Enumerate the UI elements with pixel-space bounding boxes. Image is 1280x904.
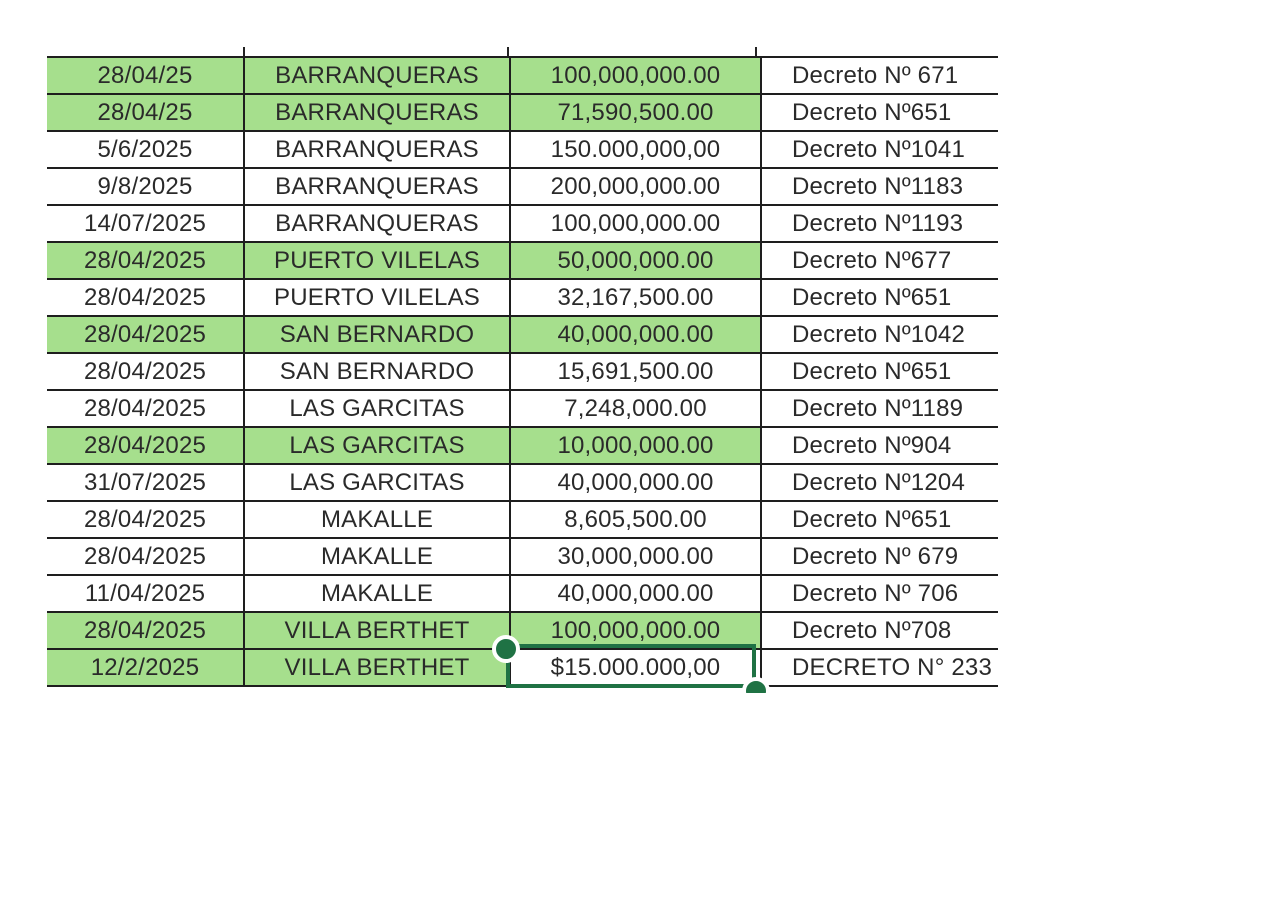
cell-municipality[interactable]: BARRANQUERAS	[244, 94, 510, 131]
cell-municipality[interactable]: BARRANQUERAS	[244, 168, 510, 205]
table-row	[47, 168, 998, 205]
cell-date[interactable]: 28/04/2025	[47, 538, 244, 575]
cell-amount[interactable]: 100,000,000.00	[510, 612, 761, 649]
cell-amount[interactable]: 100,000,000.00	[510, 205, 761, 242]
cell-date[interactable]: 14/07/2025	[47, 205, 244, 242]
table-row	[47, 575, 998, 612]
cell-decree[interactable]: Decreto Nº1042	[761, 316, 998, 353]
cell-decree[interactable]: Decreto Nº677	[761, 242, 998, 279]
cell-decree[interactable]: Decreto Nº1193	[761, 205, 998, 242]
cell-date[interactable]: 28/04/2025	[47, 501, 244, 538]
cell-municipality[interactable]: BARRANQUERAS	[244, 57, 510, 94]
cell-amount[interactable]: 8,605,500.00	[510, 501, 761, 538]
cell-amount[interactable]: 7,248,000.00	[510, 390, 761, 427]
table-row	[47, 501, 998, 538]
cell-amount[interactable]: 150.000,000,00	[510, 131, 761, 168]
cell-municipality[interactable]: MAKALLE	[244, 501, 510, 538]
cell-municipality[interactable]: LAS GARCITAS	[244, 427, 510, 464]
cell-date[interactable]: 28/04/2025	[47, 279, 244, 316]
cell-amount[interactable]: 15,691,500.00	[510, 353, 761, 390]
cell-amount[interactable]: 40,000,000.00	[510, 316, 761, 353]
cell-municipality[interactable]: SAN BERNARDO	[244, 316, 510, 353]
selection-handle-top-left[interactable]	[492, 635, 520, 663]
cell-decree[interactable]: Decreto Nº 671	[761, 57, 998, 94]
table-row	[47, 316, 998, 353]
cell-amount[interactable]: 32,167,500.00	[510, 279, 761, 316]
cell-decree[interactable]: Decreto Nº904	[761, 427, 998, 464]
cell-municipality[interactable]: VILLA BERTHET	[244, 612, 510, 649]
cell-municipality[interactable]: LAS GARCITAS	[244, 464, 510, 501]
cell-municipality[interactable]: BARRANQUERAS	[244, 131, 510, 168]
cell-decree[interactable]: Decreto Nº651	[761, 501, 998, 538]
cell-municipality[interactable]: MAKALLE	[244, 575, 510, 612]
cell-date[interactable]: 28/04/2025	[47, 612, 244, 649]
cell-decree[interactable]: Decreto Nº1183	[761, 168, 998, 205]
cell-date[interactable]: 28/04/2025	[47, 390, 244, 427]
table-row	[47, 205, 998, 242]
cell-municipality[interactable]: BARRANQUERAS	[244, 205, 510, 242]
cell-date[interactable]: 9/8/2025	[47, 168, 244, 205]
cell-date[interactable]: 12/2/2025	[47, 649, 244, 686]
cell-date[interactable]: 11/04/2025	[47, 575, 244, 612]
table-row	[47, 390, 998, 427]
table-row	[47, 649, 998, 686]
cell-decree[interactable]: Decreto Nº1204	[761, 464, 998, 501]
cell-date[interactable]: 28/04/2025	[47, 316, 244, 353]
cell-decree[interactable]: Decreto Nº708	[761, 612, 998, 649]
cell-date[interactable]: 28/04/25	[47, 57, 244, 94]
cell-date[interactable]: 5/6/2025	[47, 131, 244, 168]
cell-amount[interactable]: 40,000,000.00	[510, 464, 761, 501]
cell-decree[interactable]: Decreto Nº651	[761, 353, 998, 390]
cell-amount[interactable]: 50,000,000.00	[510, 242, 761, 279]
table-row	[47, 353, 998, 390]
cell-decree[interactable]: Decreto Nº651	[761, 94, 998, 131]
table-row	[47, 94, 998, 131]
cell-amount[interactable]: 40,000,000.00	[510, 575, 761, 612]
grid-body	[47, 57, 998, 686]
cell-decree[interactable]: Decreto Nº1189	[761, 390, 998, 427]
cell-decree[interactable]: Decreto Nº651	[761, 279, 998, 316]
table-row	[47, 57, 998, 94]
cell-date[interactable]: 28/04/25	[47, 94, 244, 131]
cell-amount[interactable]: 100,000,000.00	[510, 57, 761, 94]
cell-date[interactable]: 28/04/2025	[47, 353, 244, 390]
cell-decree[interactable]: Decreto Nº1041	[761, 131, 998, 168]
cell-amount[interactable]: 200,000,000.00	[510, 168, 761, 205]
table-row	[47, 242, 998, 279]
cell-amount[interactable]: 71,590,500.00	[510, 94, 761, 131]
cell-municipality[interactable]: PUERTO VILELAS	[244, 242, 510, 279]
cell-decree[interactable]: DECRETO N° 233	[761, 649, 998, 686]
cell-amount[interactable]: $15.000.000,00	[510, 649, 761, 686]
cell-date[interactable]: 28/04/2025	[47, 427, 244, 464]
spreadsheet-grid	[47, 56, 998, 687]
cell-decree[interactable]: Decreto Nº 679	[761, 538, 998, 575]
spreadsheet-view	[47, 47, 998, 693]
cell-date[interactable]: 31/07/2025	[47, 464, 244, 501]
cell-date[interactable]: 28/04/2025	[47, 242, 244, 279]
cell-municipality[interactable]: LAS GARCITAS	[244, 390, 510, 427]
cell-municipality[interactable]: VILLA BERTHET	[244, 649, 510, 686]
table-row	[47, 612, 998, 649]
cell-municipality[interactable]: SAN BERNARDO	[244, 353, 510, 390]
cell-municipality[interactable]: MAKALLE	[244, 538, 510, 575]
cell-amount[interactable]: 10,000,000.00	[510, 427, 761, 464]
table-row	[47, 131, 998, 168]
table-row	[47, 464, 998, 501]
cell-amount[interactable]: 30,000,000.00	[510, 538, 761, 575]
table-row	[47, 279, 998, 316]
table-row	[47, 538, 998, 575]
table-row	[47, 427, 998, 464]
cell-decree[interactable]: Decreto Nº 706	[761, 575, 998, 612]
cell-municipality[interactable]: PUERTO VILELAS	[244, 279, 510, 316]
